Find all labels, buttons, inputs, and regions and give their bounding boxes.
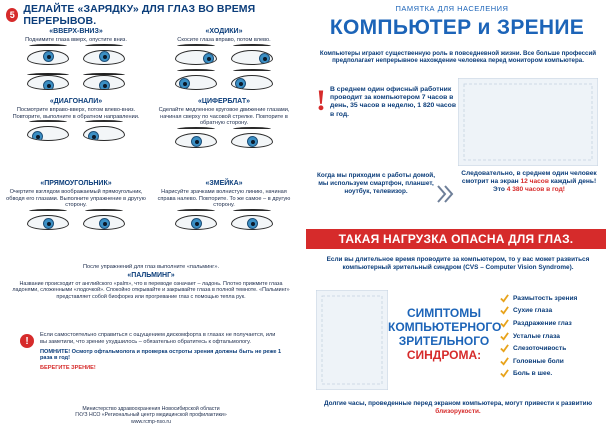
eye-icon — [27, 212, 69, 230]
list-item — [500, 342, 604, 355]
eye-icon — [83, 123, 125, 141]
exercise-title: «ПРЯМОУГОЛЬНИК» — [40, 180, 112, 187]
home-devices-fact: Когда мы приходим с работы домой, мы используем смартфон, планшет, ноутбук, телевизор. — [317, 172, 435, 195]
title-line: СИНДРОМА: — [406, 348, 482, 362]
exercise-clock-face — [154, 98, 294, 152]
symptom-label: Слезоточивость — [513, 345, 567, 353]
chevron-right-icon — [436, 184, 454, 204]
screen-time-fact — [458, 170, 600, 194]
danger-banner: ТАКАЯ НАГРУЗКА ОПАСНА ДЛЯ ГЛАЗ. — [306, 229, 606, 249]
yearly-hours: 4 380 часов в год! — [506, 186, 565, 193]
exercises-title: ДЕЛАЙТЕ «ЗАРЯДКУ» ДЛЯ ГЛАЗ ВО ВРЕМЯ ПЕРЕРЫВОВ. — [23, 3, 256, 27]
note-highlight: близорукости. — [435, 407, 481, 415]
checkmark-icon — [500, 319, 509, 328]
exercise-description: Посмотрите вправо-вверх, потом влево-вниз. Повторите, выполните в обратном направлении. — [12, 107, 140, 120]
symptoms-title — [388, 306, 500, 362]
eye-icon — [175, 130, 217, 148]
eyes-illustration — [6, 72, 146, 94]
exercise-snake — [154, 180, 294, 234]
list-item — [500, 330, 604, 343]
step-number-badge: 5 — [6, 8, 18, 22]
exercise-title: «ЗМЕЙКА» — [205, 180, 243, 187]
title-line: СИМПТОМЫ — [406, 306, 482, 320]
eyes-illustration — [6, 47, 146, 69]
exercise-up-down — [6, 28, 146, 94]
exercises-column — [0, 0, 300, 431]
eye-icon — [231, 72, 273, 90]
title-line: КОМПЬЮТЕРНОГО — [388, 320, 502, 334]
exercise-title: «ВВЕРХ-ВНИЗ» — [49, 28, 103, 35]
palming-section — [6, 264, 296, 300]
cvs-text: Если вы длительное время проводите за компьютером, то у вас может развиться компьютерный зрительный синдром (CVS – Computer Vision Syndrome). — [326, 256, 590, 271]
daily-hours: 12 часов — [520, 178, 549, 185]
eye-icon — [27, 123, 69, 141]
symptom-label: Боль в шее. — [513, 370, 553, 378]
eye-icon — [175, 72, 217, 90]
eye-icon — [83, 72, 125, 90]
exercise-diagonals — [6, 98, 146, 145]
exercise-description: Скосите глаза вправо, потом влево. — [177, 37, 271, 43]
checkmark-icon — [500, 369, 509, 378]
page-title: КОМПЬЮТЕР и ЗРЕНИЕ — [329, 16, 585, 39]
symptom-label: Сухие глаза — [513, 307, 553, 315]
list-item — [500, 317, 604, 330]
eye-icon — [27, 47, 69, 65]
eyes-illustration — [154, 72, 294, 94]
info-column — [302, 0, 610, 431]
exercise-description: Очертите взглядом воображаемый прямоугольник, обводя его глазами. Выполните упражнение в другую сторону. — [6, 189, 146, 209]
eye-icon — [231, 130, 273, 148]
eye-icon — [231, 47, 273, 65]
warning-line: Если самостоятельно справиться с ощущением дискомфорта в глазах не получается, или вы заметили, что зрение ухудшилось – обязательно обратитесь к офтальмологу. — [40, 332, 276, 345]
fact-text: каждый день! — [550, 178, 597, 185]
symptom-label: Усталые глаза — [513, 332, 560, 340]
eye-icon — [175, 47, 217, 65]
exclamation-icon: ! — [316, 84, 326, 117]
symptom-label: Раздражение глаз — [513, 319, 572, 327]
list-item — [500, 355, 604, 368]
center-name: ГКУЗ НСО «Региональный центр медицинской профилактики» — [75, 412, 227, 419]
office-workers-illustration — [458, 78, 598, 166]
mascot-illustration — [316, 290, 388, 390]
checkmark-icon — [500, 344, 509, 353]
fact-text: Это — [493, 186, 505, 193]
website-text: www.rcmp-nso.ru — [130, 418, 172, 425]
eye-icon — [27, 72, 69, 90]
publisher-footer — [6, 406, 296, 425]
symptom-label: Размытость зрения — [513, 294, 578, 302]
warning-text — [40, 332, 282, 372]
myopia-note — [316, 400, 600, 415]
eyes-illustration — [6, 123, 146, 145]
eyes-illustration — [154, 47, 294, 69]
eye-icon — [175, 212, 217, 230]
intro-text: Компьютеры играют существенную роль в повседневной жизни. Все больше профессий предполагает непрерывное нахождение человека перед монитором компьютера. — [319, 50, 597, 65]
list-item — [500, 305, 604, 318]
checkmark-icon — [500, 294, 509, 303]
exercise-side-to-side — [154, 28, 294, 94]
fact-text: Следовательно, в среднем один человек смотрит на экран — [461, 170, 597, 185]
palming-title: «ПАЛЬМИНГ» — [127, 272, 175, 279]
title-line: ЗРИТЕЛЬНОГО — [398, 334, 490, 348]
warning-block — [20, 332, 282, 396]
eye-icon — [83, 47, 125, 65]
exercise-title: «ДИАГОНАЛИ» — [49, 98, 103, 105]
exercise-description: Нарисуйте зрачками волнистую линию, начиная справа налево. Повторите. То же самое – в другую сторону. — [157, 189, 291, 209]
eye-icon — [83, 212, 125, 230]
note-text: Долгие часы, проведенные перед экраном компьютера, могут привести к развитию — [323, 400, 593, 407]
eyes-illustration — [154, 212, 294, 234]
list-item — [500, 292, 604, 305]
symptom-label: Головные боли — [513, 357, 564, 365]
exercise-title: «ЦИФЕРБЛАТ» — [198, 98, 250, 105]
checkmark-icon — [500, 306, 509, 315]
warning-reminder: ПОМНИТЕ! Осмотр офтальмолога и проверка остроты зрения должны быть не реже 1 раза в год! — [40, 348, 282, 362]
checkmark-icon — [500, 357, 509, 366]
warning-slogan: БЕРЕГИТЕ ЗРЕНИЕ! — [40, 365, 96, 372]
symptoms-list — [500, 292, 604, 380]
eyes-illustration — [6, 212, 146, 234]
list-item — [500, 368, 604, 381]
memo-label: ПАМЯТКА ДЛЯ НАСЕЛЕНИЯ — [395, 4, 509, 13]
ministry-name: Министерство здравоохранения Новосибирской области — [82, 406, 220, 412]
exercise-description: Сделайте медленное круговое движение глазами, начиная сверху по часовой стрелке. Повторите в обратную сторону. — [158, 107, 290, 127]
palming-intro: После упражнений для глаз выполните «пальминг». — [82, 264, 220, 270]
exclamation-icon: ! — [20, 334, 34, 348]
checkmark-icon — [500, 332, 509, 341]
eyes-illustration — [154, 130, 294, 152]
exercise-description: Поднимите глаза вверх, опустите вниз. — [25, 37, 127, 43]
office-worker-fact — [316, 86, 456, 119]
exercise-title: «ХОДИКИ» — [205, 28, 243, 35]
exercise-rectangle — [6, 180, 146, 234]
exercises-header — [6, 3, 296, 27]
eye-icon — [231, 212, 273, 230]
palming-description: Название происходит от английского «palm», что в переводе означает – ладонь. Плотно прижмите глаза ладонями, сложенными «лодочкой». Спокойно открывайте и закрывайте глаза в полной темноте. «Пальминг» представляет собой биофорез или прогревание глаз с помощью тепла рук. — [12, 281, 290, 300]
fact-text: В среднем один офисный работник проводит за компьютером 7 часов в день, 35 часов в неделю, 1 820 часов в год. — [330, 86, 457, 118]
